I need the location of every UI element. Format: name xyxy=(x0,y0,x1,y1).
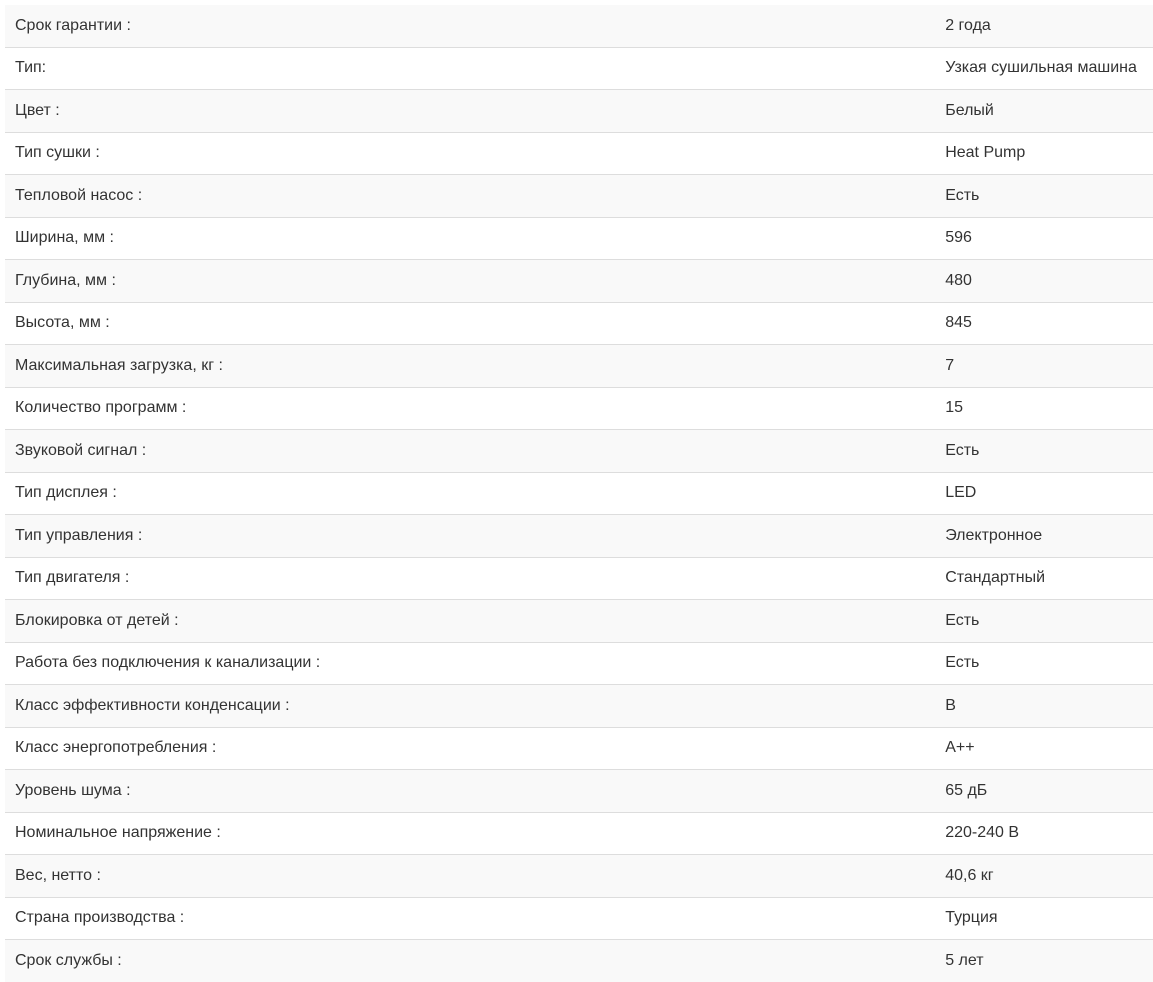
spec-row-country xyxy=(5,897,1153,940)
spec-row-display-type xyxy=(5,472,1153,515)
spec-label: Срок гарантии : xyxy=(5,5,935,47)
spec-row-control-type xyxy=(5,515,1153,558)
spec-row-condensation-class xyxy=(5,685,1153,728)
spec-value: 7 xyxy=(935,345,1153,388)
spec-row-type xyxy=(5,47,1153,90)
spec-label: Высота, мм : xyxy=(5,302,935,345)
spec-label: Класс эффективности конденсации : xyxy=(5,685,935,728)
spec-row-sound-signal xyxy=(5,430,1153,473)
spec-row-voltage xyxy=(5,812,1153,855)
spec-value: Есть xyxy=(935,600,1153,643)
spec-value: 2 года xyxy=(935,5,1153,47)
spec-label: Глубина, мм : xyxy=(5,260,935,303)
spec-row-child-lock xyxy=(5,600,1153,643)
spec-row-height xyxy=(5,302,1153,345)
spec-value: Белый xyxy=(935,90,1153,133)
spec-label: Тепловой насос : xyxy=(5,175,935,218)
spec-label: Вес, нетто : xyxy=(5,855,935,898)
spec-value: 480 xyxy=(935,260,1153,303)
spec-row-noise-level xyxy=(5,770,1153,813)
spec-row-heat-pump xyxy=(5,175,1153,218)
spec-value: Heat Pump xyxy=(935,132,1153,175)
spec-row-depth xyxy=(5,260,1153,303)
spec-value: 65 дБ xyxy=(935,770,1153,813)
spec-value: B xyxy=(935,685,1153,728)
spec-row-color xyxy=(5,90,1153,133)
spec-value: Турция xyxy=(935,897,1153,940)
spec-row-no-drain-operation xyxy=(5,642,1153,685)
spec-label: Тип: xyxy=(5,47,935,90)
spec-label: Ширина, мм : xyxy=(5,217,935,260)
spec-row-service-life xyxy=(5,940,1153,982)
spec-label: Блокировка от детей : xyxy=(5,600,935,643)
spec-value: LED xyxy=(935,472,1153,515)
spec-row-net-weight xyxy=(5,855,1153,898)
spec-value: 845 xyxy=(935,302,1153,345)
spec-value: Узкая сушильная машина xyxy=(935,47,1153,90)
spec-value: 15 xyxy=(935,387,1153,430)
spec-label: Тип сушки : xyxy=(5,132,935,175)
spec-label: Страна производства : xyxy=(5,897,935,940)
spec-value: Есть xyxy=(935,430,1153,473)
spec-label: Цвет : xyxy=(5,90,935,133)
spec-value: Есть xyxy=(935,175,1153,218)
spec-value: Электронное xyxy=(935,515,1153,558)
spec-value: 220-240 В xyxy=(935,812,1153,855)
specifications-table xyxy=(5,5,1153,982)
spec-row-warranty xyxy=(5,5,1153,47)
spec-value: 596 xyxy=(935,217,1153,260)
spec-row-program-count xyxy=(5,387,1153,430)
spec-row-energy-class xyxy=(5,727,1153,770)
spec-label: Работа без подключения к канализации : xyxy=(5,642,935,685)
spec-label: Тип дисплея : xyxy=(5,472,935,515)
spec-label: Звуковой сигнал : xyxy=(5,430,935,473)
spec-label: Количество программ : xyxy=(5,387,935,430)
spec-value: 40,6 кг xyxy=(935,855,1153,898)
spec-row-width xyxy=(5,217,1153,260)
spec-label: Тип двигателя : xyxy=(5,557,935,600)
spec-row-max-load xyxy=(5,345,1153,388)
spec-value: A++ xyxy=(935,727,1153,770)
spec-value: 5 лет xyxy=(935,940,1153,982)
spec-value: Есть xyxy=(935,642,1153,685)
spec-label: Срок службы : xyxy=(5,940,935,982)
spec-row-motor-type xyxy=(5,557,1153,600)
spec-row-drying-type xyxy=(5,132,1153,175)
spec-label: Тип управления : xyxy=(5,515,935,558)
spec-label: Уровень шума : xyxy=(5,770,935,813)
spec-label: Класс энергопотребления : xyxy=(5,727,935,770)
spec-label: Максимальная загрузка, кг : xyxy=(5,345,935,388)
spec-label: Номинальное напряжение : xyxy=(5,812,935,855)
spec-value: Стандартный xyxy=(935,557,1153,600)
